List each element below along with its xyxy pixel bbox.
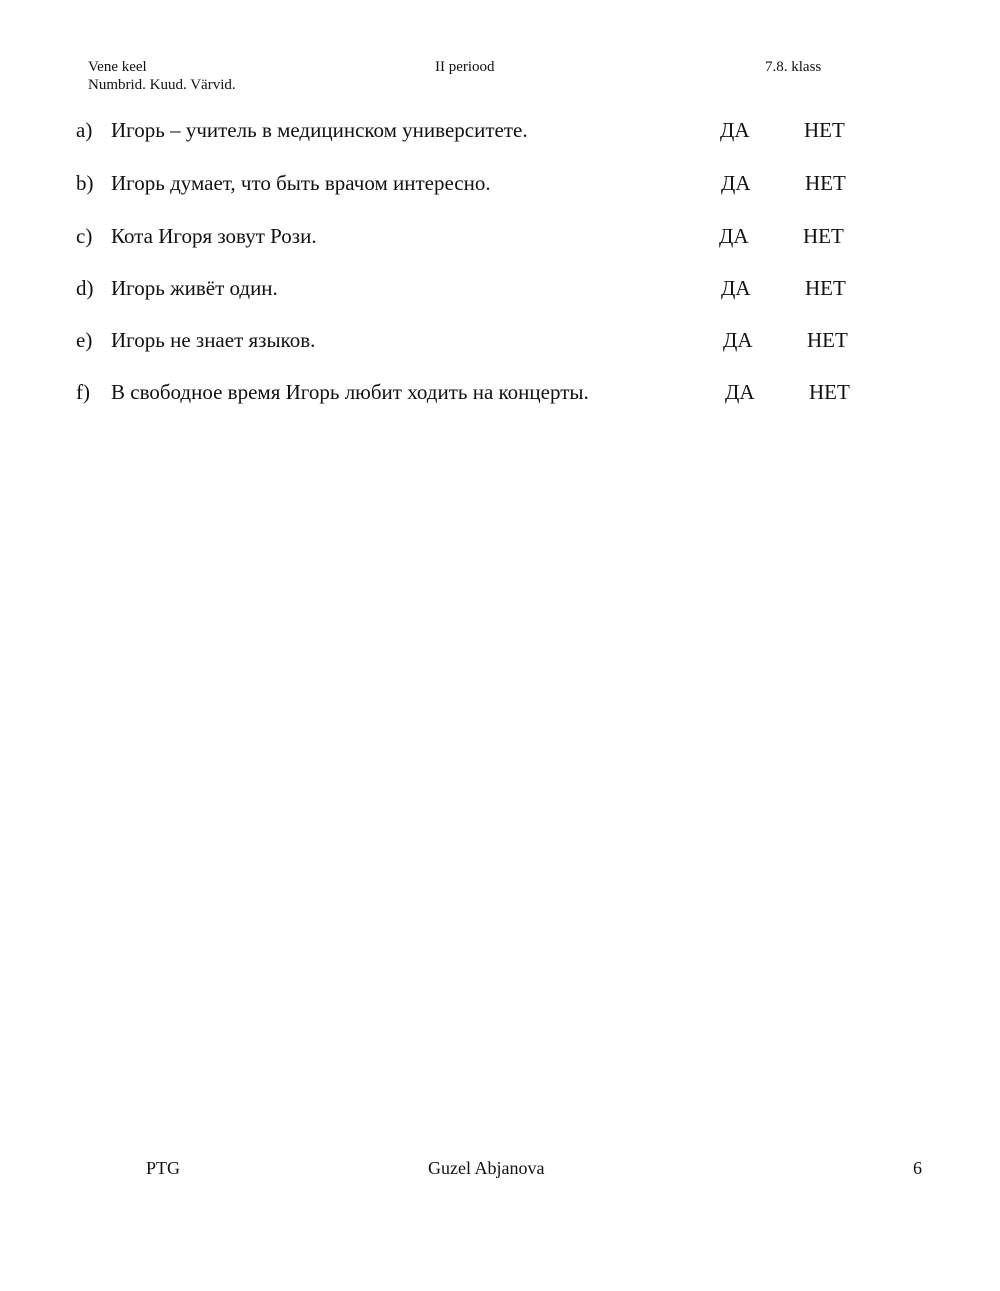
question-letter: d) (76, 276, 94, 300)
question-text: Кота Игоря зовут Рози. (111, 224, 317, 248)
answer-no-option[interactable]: НЕТ (809, 380, 850, 404)
footer-school: PTG (146, 1158, 181, 1178)
answer-no-option[interactable]: НЕТ (804, 118, 845, 142)
answer-yes-option[interactable]: ДА (720, 118, 750, 142)
question-letter: f) (76, 380, 90, 404)
header-grade: 7.8. klass (765, 59, 822, 75)
answer-yes-option[interactable]: ДА (719, 224, 749, 248)
footer-author: Guzel Abjanova (428, 1158, 545, 1178)
question-text: В свободное время Игорь любит ходить на концерты. (111, 380, 589, 404)
question-letter: b) (76, 171, 94, 195)
question-text: Игорь живёт один. (111, 276, 278, 300)
answer-no-option[interactable]: НЕТ (805, 171, 846, 195)
header-period: II periood (435, 59, 495, 75)
answer-no-option[interactable]: НЕТ (803, 224, 844, 248)
header-subject: Vene keel (88, 59, 147, 75)
question-text: Игорь – учитель в медицинском университете. (111, 118, 528, 142)
answer-yes-option[interactable]: ДА (721, 276, 751, 300)
question-letter: e) (76, 328, 93, 352)
question-text: Игорь думает, что быть врачом интересно. (111, 171, 491, 195)
answer-yes-option[interactable]: ДА (721, 171, 751, 195)
question-letter: a) (76, 118, 93, 142)
question-text: Игорь не знает языков. (111, 328, 316, 352)
answer-yes-option[interactable]: ДА (725, 380, 755, 404)
page-number: 6 (913, 1158, 922, 1178)
answer-yes-option[interactable]: ДА (723, 328, 753, 352)
header-topic: Numbrid. Kuud. Värvid. (88, 77, 236, 93)
answer-no-option[interactable]: НЕТ (805, 276, 846, 300)
answer-no-option[interactable]: НЕТ (807, 328, 848, 352)
question-letter: c) (76, 224, 93, 248)
